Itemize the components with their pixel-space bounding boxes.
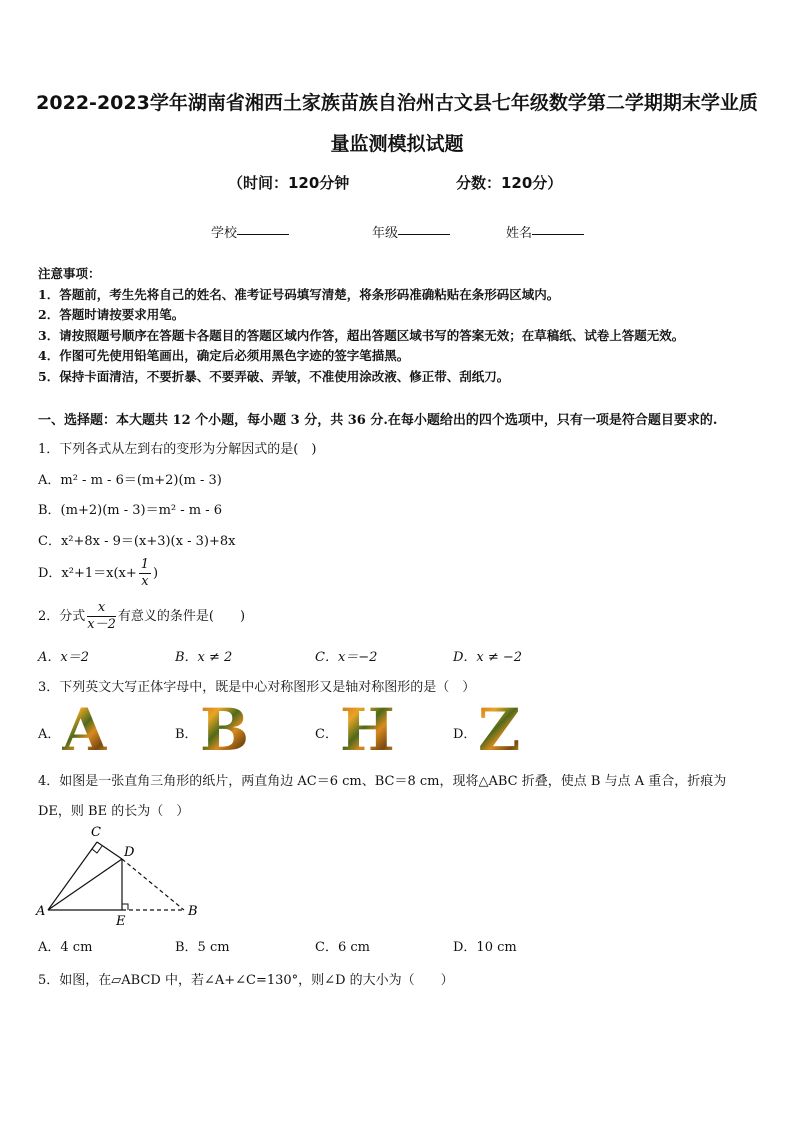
school-field — [211, 222, 237, 241]
label-c: C — [91, 825, 101, 840]
q2-option-a: A．x＝2 — [38, 650, 89, 665]
note-item: 5．保持卡面清洁，不要折暴、不要弄破、弄皱，不准使用涂改液、修正带、刮纸刀。 — [38, 368, 510, 384]
side-ac — [48, 842, 97, 910]
school-blank — [237, 222, 289, 235]
label-e: E — [116, 914, 126, 927]
label-b: B — [188, 904, 198, 919]
q2-option-d: D．x ≠ −2 — [453, 650, 523, 665]
note-item: 2．答题时请按要求用笔。 — [38, 307, 185, 322]
q2-fraction — [87, 600, 116, 633]
q2-suffix: 有意义的条件是( ) — [117, 609, 246, 624]
right-angle-mark-e — [122, 904, 128, 910]
q3-letter-b-image: B — [200, 696, 250, 764]
q1-option-d — [38, 557, 158, 590]
q2-denominator: x－2 — [87, 617, 116, 632]
label-d: D — [124, 845, 135, 860]
q2-numerator: x — [87, 600, 116, 617]
name-field — [506, 222, 532, 241]
q2-prefix: 2．分式 — [38, 609, 86, 624]
q4-stem-line2: DE，则 BE 的长为（ ） — [38, 804, 190, 819]
section-heading: 一、选择题：本大题共 12 个小题，每小题 3 分，共 36 分.在每小题给出的四个选项中，只有一项是符合题目要求的. — [38, 413, 718, 428]
q1-option-c: C．x²+8x - 9＝(x+3)(x - 3)+8x — [38, 534, 236, 549]
q1-option-a: A．m² - m - 6＝(m+2)(m - 3) — [38, 473, 222, 488]
exam-time: （时间：120分钟 — [228, 174, 350, 192]
side-cd — [97, 842, 122, 859]
q3-option-c-label: C． — [315, 727, 338, 742]
q2-option-c: C．x＝−2 — [315, 650, 378, 665]
q1-stem: 1．下列各式从左到右的变形为分解因式的是( ) — [38, 442, 317, 457]
q1-d-denominator: x — [141, 574, 149, 589]
q1-option-b: B．(m+2)(m - 3)＝m² - m - 6 — [38, 503, 223, 518]
grade-blank — [398, 222, 450, 235]
q3-option-a-label: A． — [38, 727, 61, 742]
q2-stem — [38, 600, 245, 633]
notes-heading: 注意事项： — [38, 266, 101, 281]
q1-d-prefix: D．x²+1＝x(x+ — [38, 566, 137, 581]
side-db-dashed — [122, 859, 184, 910]
q2-option-b: B．x ≠ 2 — [175, 650, 233, 665]
q4-option-c: C．6 cm — [315, 940, 370, 955]
name-label: 姓名 — [506, 226, 533, 241]
school-label: 学校 — [211, 226, 238, 241]
exam-score: 分数：120分） — [456, 174, 563, 192]
note-item: 3．请按照题号顺序在答题卡各题目的答题区域内作答，超出答题区域书写的答案无效；在草稿纸、试卷上答题无效。 — [38, 327, 685, 343]
q3-option-d-label: D． — [453, 727, 477, 742]
q5-stem: 5．如图，在▱ABCD 中，若∠A+∠C=130°，则∠D 的大小为（ ） — [38, 973, 454, 988]
grade-label: 年级 — [372, 226, 399, 241]
q1-d-fraction — [139, 557, 151, 590]
q3-letter-h-image: H — [340, 696, 395, 764]
q4-option-d: D．10 cm — [453, 940, 517, 955]
exam-title-line2: 量监测模拟试题 — [330, 133, 464, 155]
name-blank — [532, 222, 584, 235]
q3-letter-a-image: A — [62, 696, 108, 764]
grade-field — [372, 222, 398, 241]
q1-d-suffix: ) — [153, 566, 159, 581]
note-item: 4．作图可先使用铅笔画出，确定后必须用黑色字迹的签字笔描黑。 — [38, 348, 410, 363]
exam-title-line1: 2022-2023学年湖南省湘西土家族苗族自治州古文县七年级数学第二学期期末学业质 — [36, 92, 758, 114]
q3-stem: 3．下列英文大写正体字母中，既是中心对称图形又是轴对称图形的是（ ） — [38, 680, 476, 695]
q1-d-numerator: 1 — [140, 557, 150, 572]
q3-option-b-label: B． — [175, 727, 198, 742]
q4-stem-line1: 4．如图是一张直角三角形的纸片，两直角边 AC＝6 cm、BC＝8 cm，现将△ABC 折叠，使点 B 与点 A 重合，折痕为 — [38, 774, 727, 789]
q4-triangle-figure — [34, 822, 209, 927]
fold-ad — [48, 859, 122, 910]
q4-option-b: B．5 cm — [175, 940, 230, 955]
note-item: 1．答题前，考生先将自己的姓名、准考证号码填写清楚，将条形码准确粘贴在条形码区域内。 — [38, 286, 560, 302]
q4-option-a: A．4 cm — [38, 940, 93, 955]
q3-letter-z-image: Z — [478, 696, 521, 764]
label-a: A — [36, 904, 46, 919]
exam-notes — [38, 264, 684, 387]
